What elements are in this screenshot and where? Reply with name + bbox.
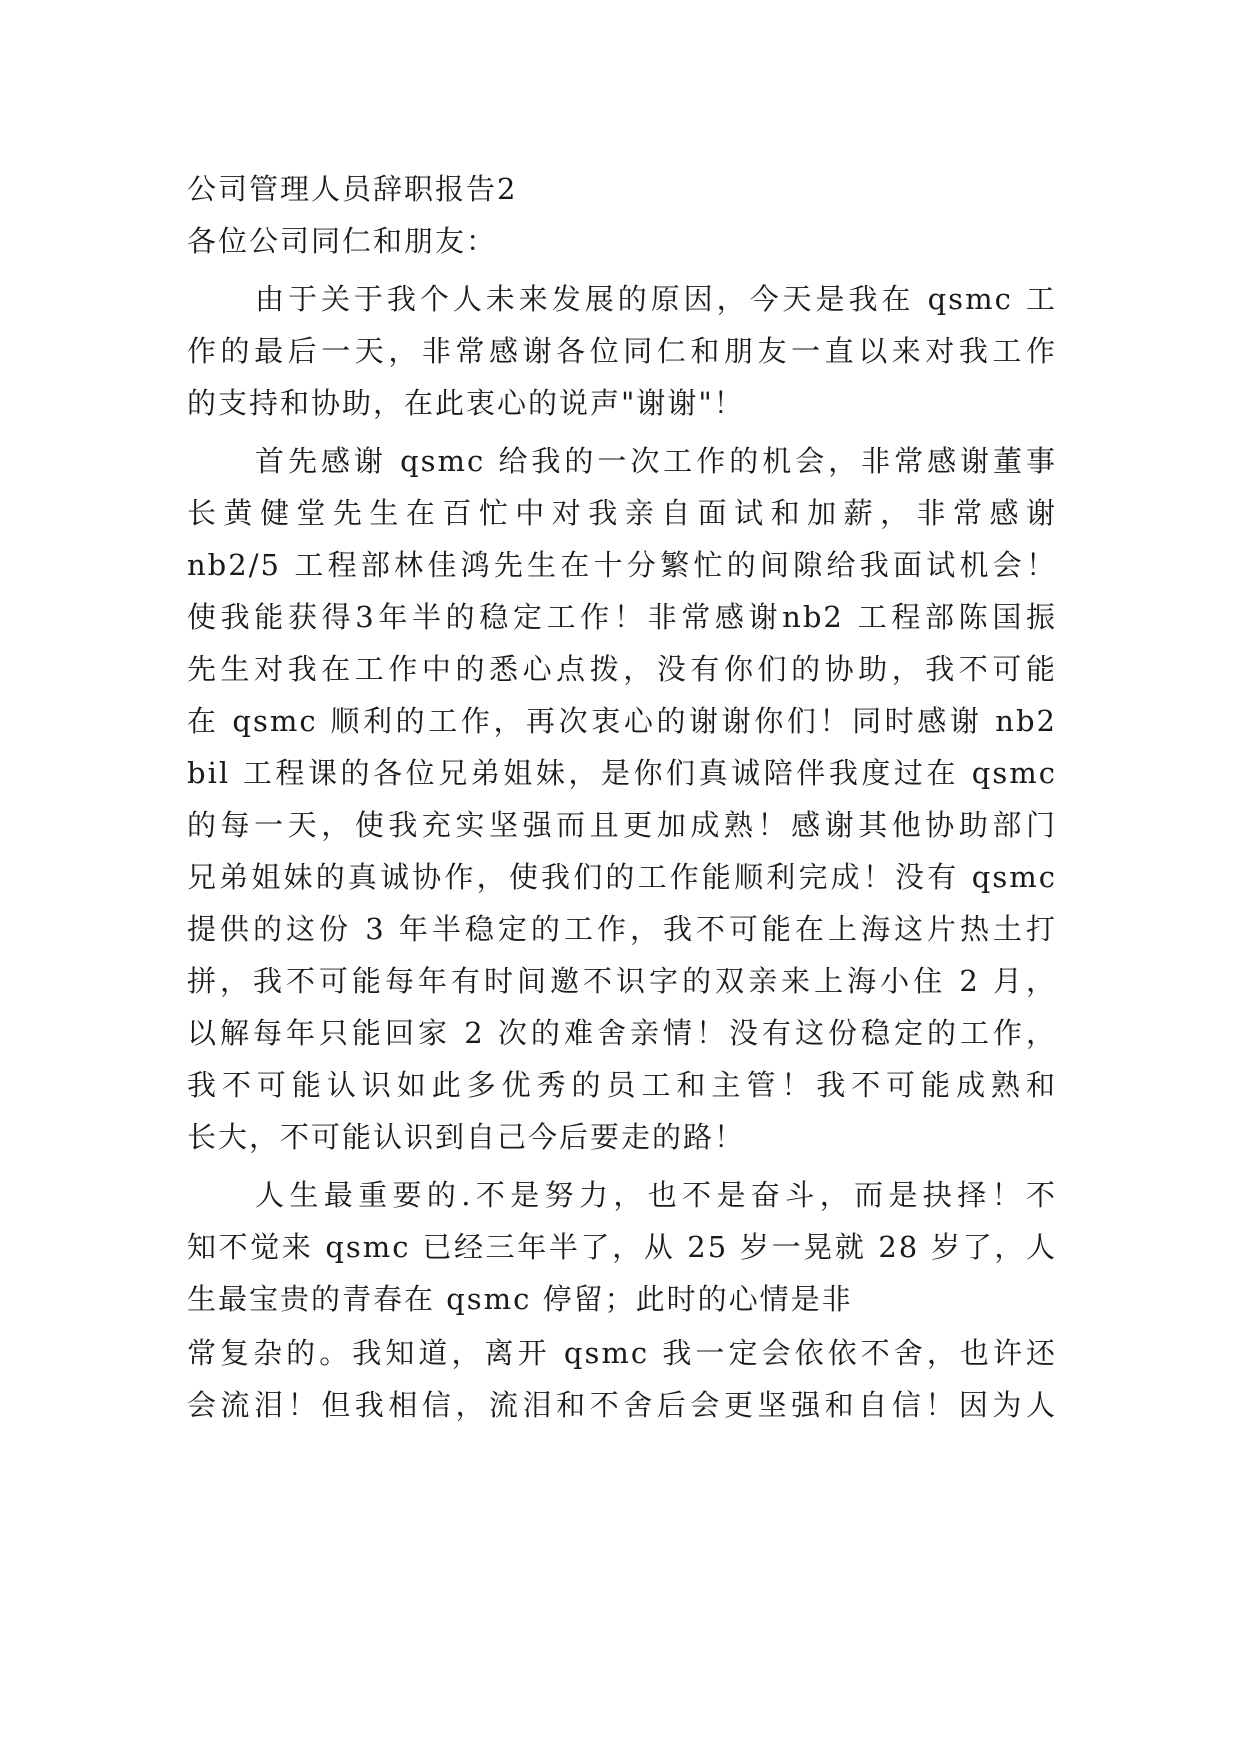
- paragraph-line: 兄弟姐妹的真诚协作，使我们的工作能顺利完成！没有 qsmc: [187, 860, 1057, 894]
- paragraph-line: bil 工程课的各位兄弟姐妹，是你们真诚陪伴我度过在 qsmc: [187, 756, 1057, 790]
- salutation: 各位公司同仁和朋友：: [187, 224, 498, 258]
- paragraph-line: 提供的这份 3 年半稳定的工作，我不可能在上海这片热土打: [187, 912, 1057, 946]
- paragraph-line: 人生最重要的.不是努力，也不是奋斗，而是抉择！不: [255, 1178, 1057, 1212]
- paragraph-line: 常复杂的。我知道，离开 qsmc 我一定会依依不舍，也许还: [187, 1336, 1057, 1370]
- paragraph-line: 拼，我不可能每年有时间邀不识字的双亲来上海小住 2 月，: [187, 964, 1057, 998]
- paragraph-line: 的支持和协助，在此衷心的说声"谢谢"！: [187, 386, 745, 420]
- paragraph-line: 首先感谢 qsmc 给我的一次工作的机会，非常感谢董事: [255, 444, 1057, 478]
- paragraph-line: 的每一天，使我充实坚强而且更加成熟！感谢其他协助部门: [187, 808, 1057, 842]
- paragraph-line: 先生对我在工作中的悉心点拨，没有你们的协助，我不可能: [187, 652, 1057, 686]
- paragraph-line: 我不可能认识如此多优秀的员工和主管！我不可能成熟和: [187, 1068, 1057, 1102]
- paragraph-line: 在 qsmc 顺利的工作，再次衷心的谢谢你们！同时感谢 nb2: [187, 704, 1057, 738]
- paragraph-line: 使我能获得3年半的稳定工作！非常感谢nb2 工程部陈国振: [187, 600, 1057, 634]
- paragraph-line: 以解每年只能回家 2 次的难舍亲情！没有这份稳定的工作，: [187, 1016, 1057, 1050]
- paragraph-line: 会流泪！但我相信，流泪和不舍后会更坚强和自信！因为人: [187, 1388, 1057, 1422]
- paragraph-line: 长大，不可能认识到自己今后要走的路！: [187, 1120, 746, 1154]
- paragraph-line: nb2/5 工程部林佳鸿先生在十分繁忙的间隙给我面试机会！: [187, 548, 1057, 582]
- paragraph-line: 知不觉来 qsmc 已经三年半了，从 25 岁一晃就 28 岁了，人: [187, 1230, 1057, 1264]
- paragraph-line: 作的最后一天，非常感谢各位同仁和朋友一直以来对我工作: [187, 334, 1057, 368]
- document-title: 公司管理人员辞职报告2: [187, 172, 518, 206]
- paragraph-line: 由于关于我个人未来发展的原因，今天是我在 qsmc 工: [255, 282, 1057, 316]
- paragraph-line: 生最宝贵的青春在 qsmc 停留；此时的心情是非: [187, 1282, 853, 1316]
- paragraph-line: 长黄健堂先生在百忙中对我亲自面试和加薪，非常感谢: [187, 496, 1057, 530]
